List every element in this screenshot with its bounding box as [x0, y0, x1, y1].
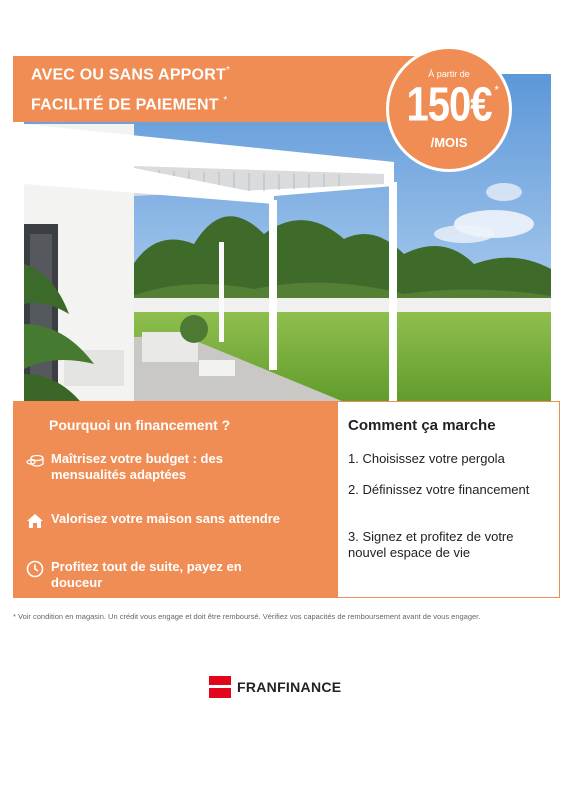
step-1: 1. Choisissez votre pergola	[348, 451, 505, 466]
price-from-label: À partir de	[428, 69, 470, 79]
banner-line-deposit: AVEC OU SANS APPORT*	[31, 65, 231, 84]
benefit-text: Maîtrisez votre budget : des mensualités adaptées	[51, 451, 223, 482]
why-financing-title: Pourquoi un financement ?	[49, 417, 231, 433]
how-it-works-title: Comment ça marche	[348, 417, 496, 434]
brand-name: FRANFINANCE	[237, 679, 342, 695]
legal-disclaimer: * Voir condition en magasin. Un crédit vous engage et doit être remboursé. Vérifiez vos capacités de remboursement avant de vous engager.	[13, 612, 481, 621]
promo-banner	[13, 56, 418, 122]
price-period: /MOIS	[430, 135, 468, 150]
benefit-text: Profitez tout de suite, payez en douceur	[51, 559, 242, 590]
step-2: 2. Définissez votre financement	[348, 482, 530, 497]
why-financing-panel	[13, 401, 337, 598]
clock-icon	[25, 559, 45, 579]
benefit-house	[25, 511, 291, 531]
house-icon	[25, 511, 45, 531]
benefit-budget	[25, 451, 291, 483]
coins-icon	[25, 451, 45, 471]
step-3: 3. Signez et profitez de votre nouvel espace de vie	[348, 529, 514, 560]
benefit-text: Valorisez votre maison sans attendre	[51, 511, 281, 526]
price-badge	[386, 46, 512, 172]
banner-line-payment: FACILITÉ DE PAIEMENT *	[31, 95, 228, 114]
benefit-payment	[25, 559, 291, 591]
price-asterisk: *	[494, 83, 499, 97]
how-it-works-panel	[337, 401, 560, 598]
franfinance-logo-icon	[209, 676, 231, 698]
price-value: 150€	[406, 78, 492, 132]
franfinance-brand	[209, 676, 341, 698]
